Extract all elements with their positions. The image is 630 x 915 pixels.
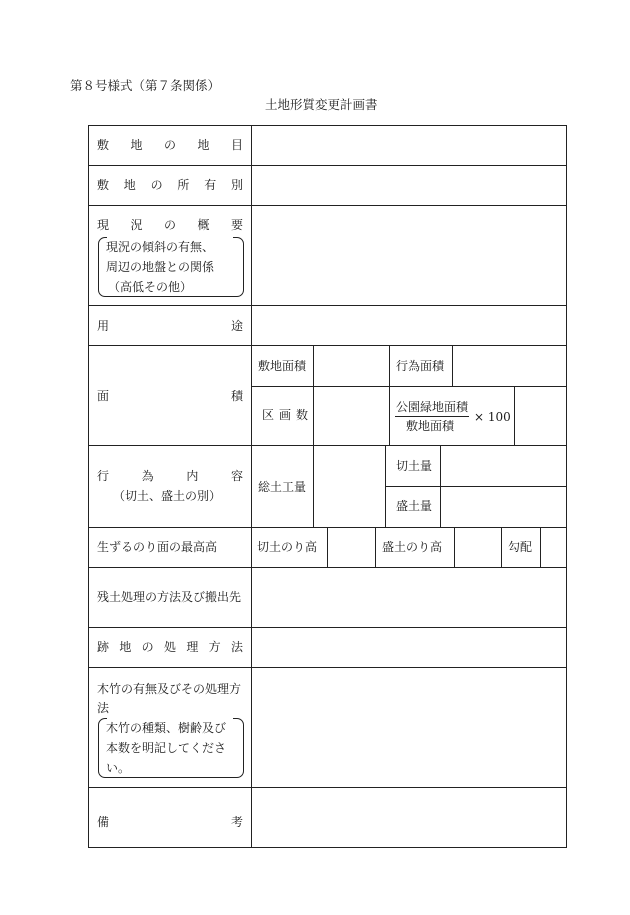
label-use: 用 途	[97, 319, 243, 333]
input-action-area[interactable]	[453, 346, 566, 386]
label-park-green-area: 公園緑地面積	[396, 400, 469, 414]
input-surplus-soil[interactable]	[252, 568, 566, 627]
label-cut-volume: 切土量	[396, 459, 433, 473]
input-trees[interactable]	[252, 668, 566, 787]
label-remarks: 備 考	[97, 815, 243, 829]
label-site-treatment: 跡 地 の 処 理 方 法	[97, 640, 243, 654]
current-status-note-line-2: 周辺の地盤との関係	[106, 260, 215, 274]
table-border-left	[88, 125, 89, 847]
input-use[interactable]	[252, 306, 566, 345]
input-land-ownership[interactable]	[252, 166, 566, 205]
trees-note-line-1: 木竹の種類、樹齢及び	[106, 721, 227, 735]
fraction-bar	[395, 416, 469, 417]
input-remarks[interactable]	[252, 788, 566, 847]
label-section-count: 区 画 数	[262, 408, 308, 422]
slope-col-divider	[375, 527, 376, 567]
label-site-area: 敷地面積	[258, 359, 307, 373]
label-trees-line-1: 木竹の有無及びその処理方	[97, 682, 242, 696]
input-land-category[interactable]	[252, 126, 566, 165]
label-area: 面 積	[97, 389, 243, 403]
label-site-area-denominator: 敷地面積	[406, 419, 455, 433]
label-gradient: 勾配	[508, 540, 533, 554]
input-cut-volume[interactable]	[441, 446, 566, 486]
area-col-divider	[389, 345, 390, 445]
document-title: 土地形質変更計画書	[265, 97, 378, 112]
trees-note-line-3: い。	[106, 761, 131, 775]
label-current-status: 現 況 の 概 要	[97, 218, 243, 232]
input-total-earthwork[interactable]	[314, 446, 385, 527]
label-fill-volume: 盛土量	[396, 499, 433, 513]
label-fill-height: 盛土のり高	[382, 540, 443, 554]
label-total-earthwork: 総土工量	[258, 480, 307, 494]
current-status-note-line-1: 現況の傾斜の有無、	[106, 240, 215, 254]
input-fill-height[interactable]	[455, 528, 501, 567]
label-max-slope: 生ずるのり面の最高高	[97, 540, 218, 554]
input-site-area[interactable]	[314, 346, 389, 386]
input-fill-volume[interactable]	[441, 487, 566, 527]
label-land-ownership: 敷 地 の 所 有 別	[97, 178, 243, 192]
form-number: 第８号様式（第７条関係）	[70, 78, 221, 93]
label-action-details: 行 為 内 容	[97, 469, 243, 483]
label-action-details-sub: （切土、盛土の別）	[113, 489, 222, 503]
label-multiplier: × 100	[474, 410, 511, 424]
input-section-count[interactable]	[314, 387, 389, 445]
input-site-treatment[interactable]	[252, 628, 566, 667]
input-cut-height[interactable]	[328, 528, 375, 567]
label-surplus-soil: 残土処理の方法及び搬出先	[97, 590, 242, 604]
input-gradient[interactable]	[541, 528, 566, 567]
label-cut-height: 切土のり高	[257, 540, 318, 554]
slope-col-divider	[501, 527, 502, 567]
table-border-bottom	[88, 847, 567, 848]
label-land-category: 敷 地 の 地 目	[97, 138, 243, 152]
trees-note-line-2: 本数を明記してくださ	[106, 741, 227, 755]
label-trees-line-2: 法	[97, 701, 110, 715]
input-park-green-ratio[interactable]	[515, 387, 566, 445]
input-current-status[interactable]	[252, 206, 566, 305]
current-status-note-line-3: （高低その他）	[108, 280, 193, 294]
label-action-area: 行為面積	[396, 359, 445, 373]
